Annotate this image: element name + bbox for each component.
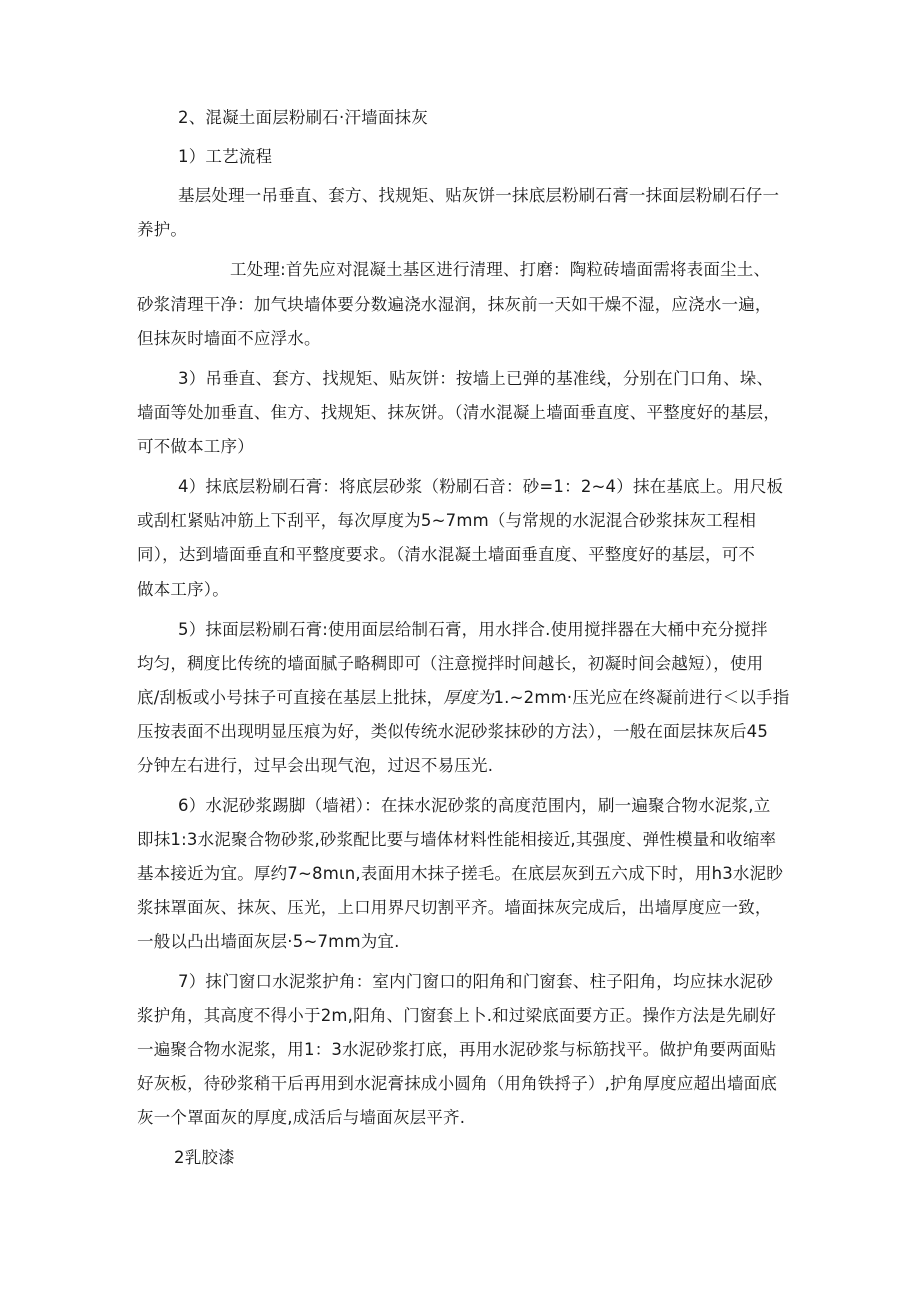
paragraph-line: 灰一个罩面灰的厚度,成活后与墙面灰层平齐.	[137, 1108, 466, 1127]
text-run: 1.~2mm·压光应在终凝前进行＜以手指	[493, 688, 790, 707]
paragraph-line: 7）抹门窗口水泥浆护角：室内门窗口的阳角和门窗套、柱子阳角，均应抹水泥砂	[178, 972, 774, 991]
paragraph-line: 6）水泥砂浆踢脚（墙裙）：在抹水泥砂浆的高度范围内，刷一遍聚合物水泥浆,立	[178, 796, 771, 815]
paragraph-line: 墙面等处加垂直、隹方、找规矩、抹灰饼。（清水混凝上墙面垂直度、平整度好的基层，	[137, 403, 781, 422]
paragraph-line: 基本接近为宜。厚约7~8mιn,表面用木抹子搓毛。在底层灰到五六成下时，用h3水泥眇	[137, 864, 784, 883]
paragraph-line: 均匀，稠度比传统的墙面腻子略稠即可（注意搅拌时间越长，初凝时间会越短），使用	[137, 654, 764, 673]
paragraph-line: 可不做本工序）	[137, 437, 254, 456]
paragraph-line: 浆护角，其高度不得小于2m,阳角、门窗套上卜.和过梁底面要方正。操作方法是先刷好	[137, 1006, 777, 1025]
paragraph-line: 即抹1:3水泥聚合物砂浆,砂浆配比要与墙体材料性能相接近,其强度、弹性模量和收缩率	[137, 830, 777, 849]
next-section-heading: 2乳胶漆	[174, 1148, 235, 1167]
flow-line: 基层处理一吊垂直、套方、找规矩、贴灰饼一抹底层粉刷石膏一抹面层粉刷石仔一	[178, 186, 780, 205]
paragraph-line: 砂浆清理干净：加气块墙体要分数遍浇水湿润，抹灰前一天如干燥不湿，应浇水一遍，	[137, 295, 772, 314]
paragraph-line: 工处理:首先应对混凝土基区进行清理、打磨：陶粒砖墙面需将表面尘土、	[230, 260, 771, 279]
paragraph-line: 一般以凸出墙面灰层·5~7mm为宜.	[137, 932, 400, 951]
paragraph-line: 5）抹面层粉刷石膏:使用面层给制石膏，用水拌合.使用搅拌器在大桶中充分搅拌	[178, 620, 768, 639]
paragraph-line: 3）吊垂直、套方、找规矩、贴灰饼：按墙上已弹的基准线，分别在门口角、垛、	[178, 369, 774, 388]
italic-text-run: 厚度为	[443, 688, 494, 707]
paragraph-line: 分钟左右进行，过早会出现气泡，过迟不易压光.	[137, 756, 494, 775]
paragraph-line	[137, 686, 789, 710]
flow-line: 养护。	[137, 220, 188, 239]
paragraph-line: 同），达到墙面垂直和平整度要求。（清水混凝土墙面垂直度、平整度好的基层，可不	[137, 545, 756, 564]
section-heading: 2、混凝土面层粉刷石·汗墙面抹灰	[178, 108, 428, 127]
subheading-process-flow: 1）工艺流程	[178, 147, 273, 166]
paragraph-line: 压按表面不出现明显压痕为好，类似传统水泥砂浆抹砂的方法），一般在面层抹灰后45	[137, 722, 769, 741]
paragraph-line: 做本工序）。	[137, 580, 229, 599]
text-run: 底/刮板或小号抹子可直接在基层上批抹，	[137, 688, 444, 707]
paragraph-line: 但抹灰时墙面不应浮水。	[137, 329, 321, 348]
paragraph-line: 一遍聚合物水泥浆，用1：3水泥砂浆打底，再用水泥砂浆与标筋找平。做护角要两面贴	[137, 1040, 777, 1059]
paragraph-line: 4）抹底层粉刷石膏：将底层砂浆（粉刷石音：砂=1：2~4）抹在基底上。用尺板	[178, 477, 784, 496]
paragraph-line: 好灰板，待砂浆稍干后再用到水泥膏抹成小圆角（用角铁捋子）,护角厚度应超出墙面底	[137, 1074, 778, 1093]
paragraph-line: 或刮杠紧贴冲筋上下刮平，每次厚度为5~7mm（与常规的水泥混合砂浆抹灰工程相	[137, 511, 757, 530]
paragraph-line: 浆抹罩面灰、抹灰、压光，上口用界尺切割平齐。墙面抹灰完成后，出墙厚度应一致，	[137, 898, 772, 917]
